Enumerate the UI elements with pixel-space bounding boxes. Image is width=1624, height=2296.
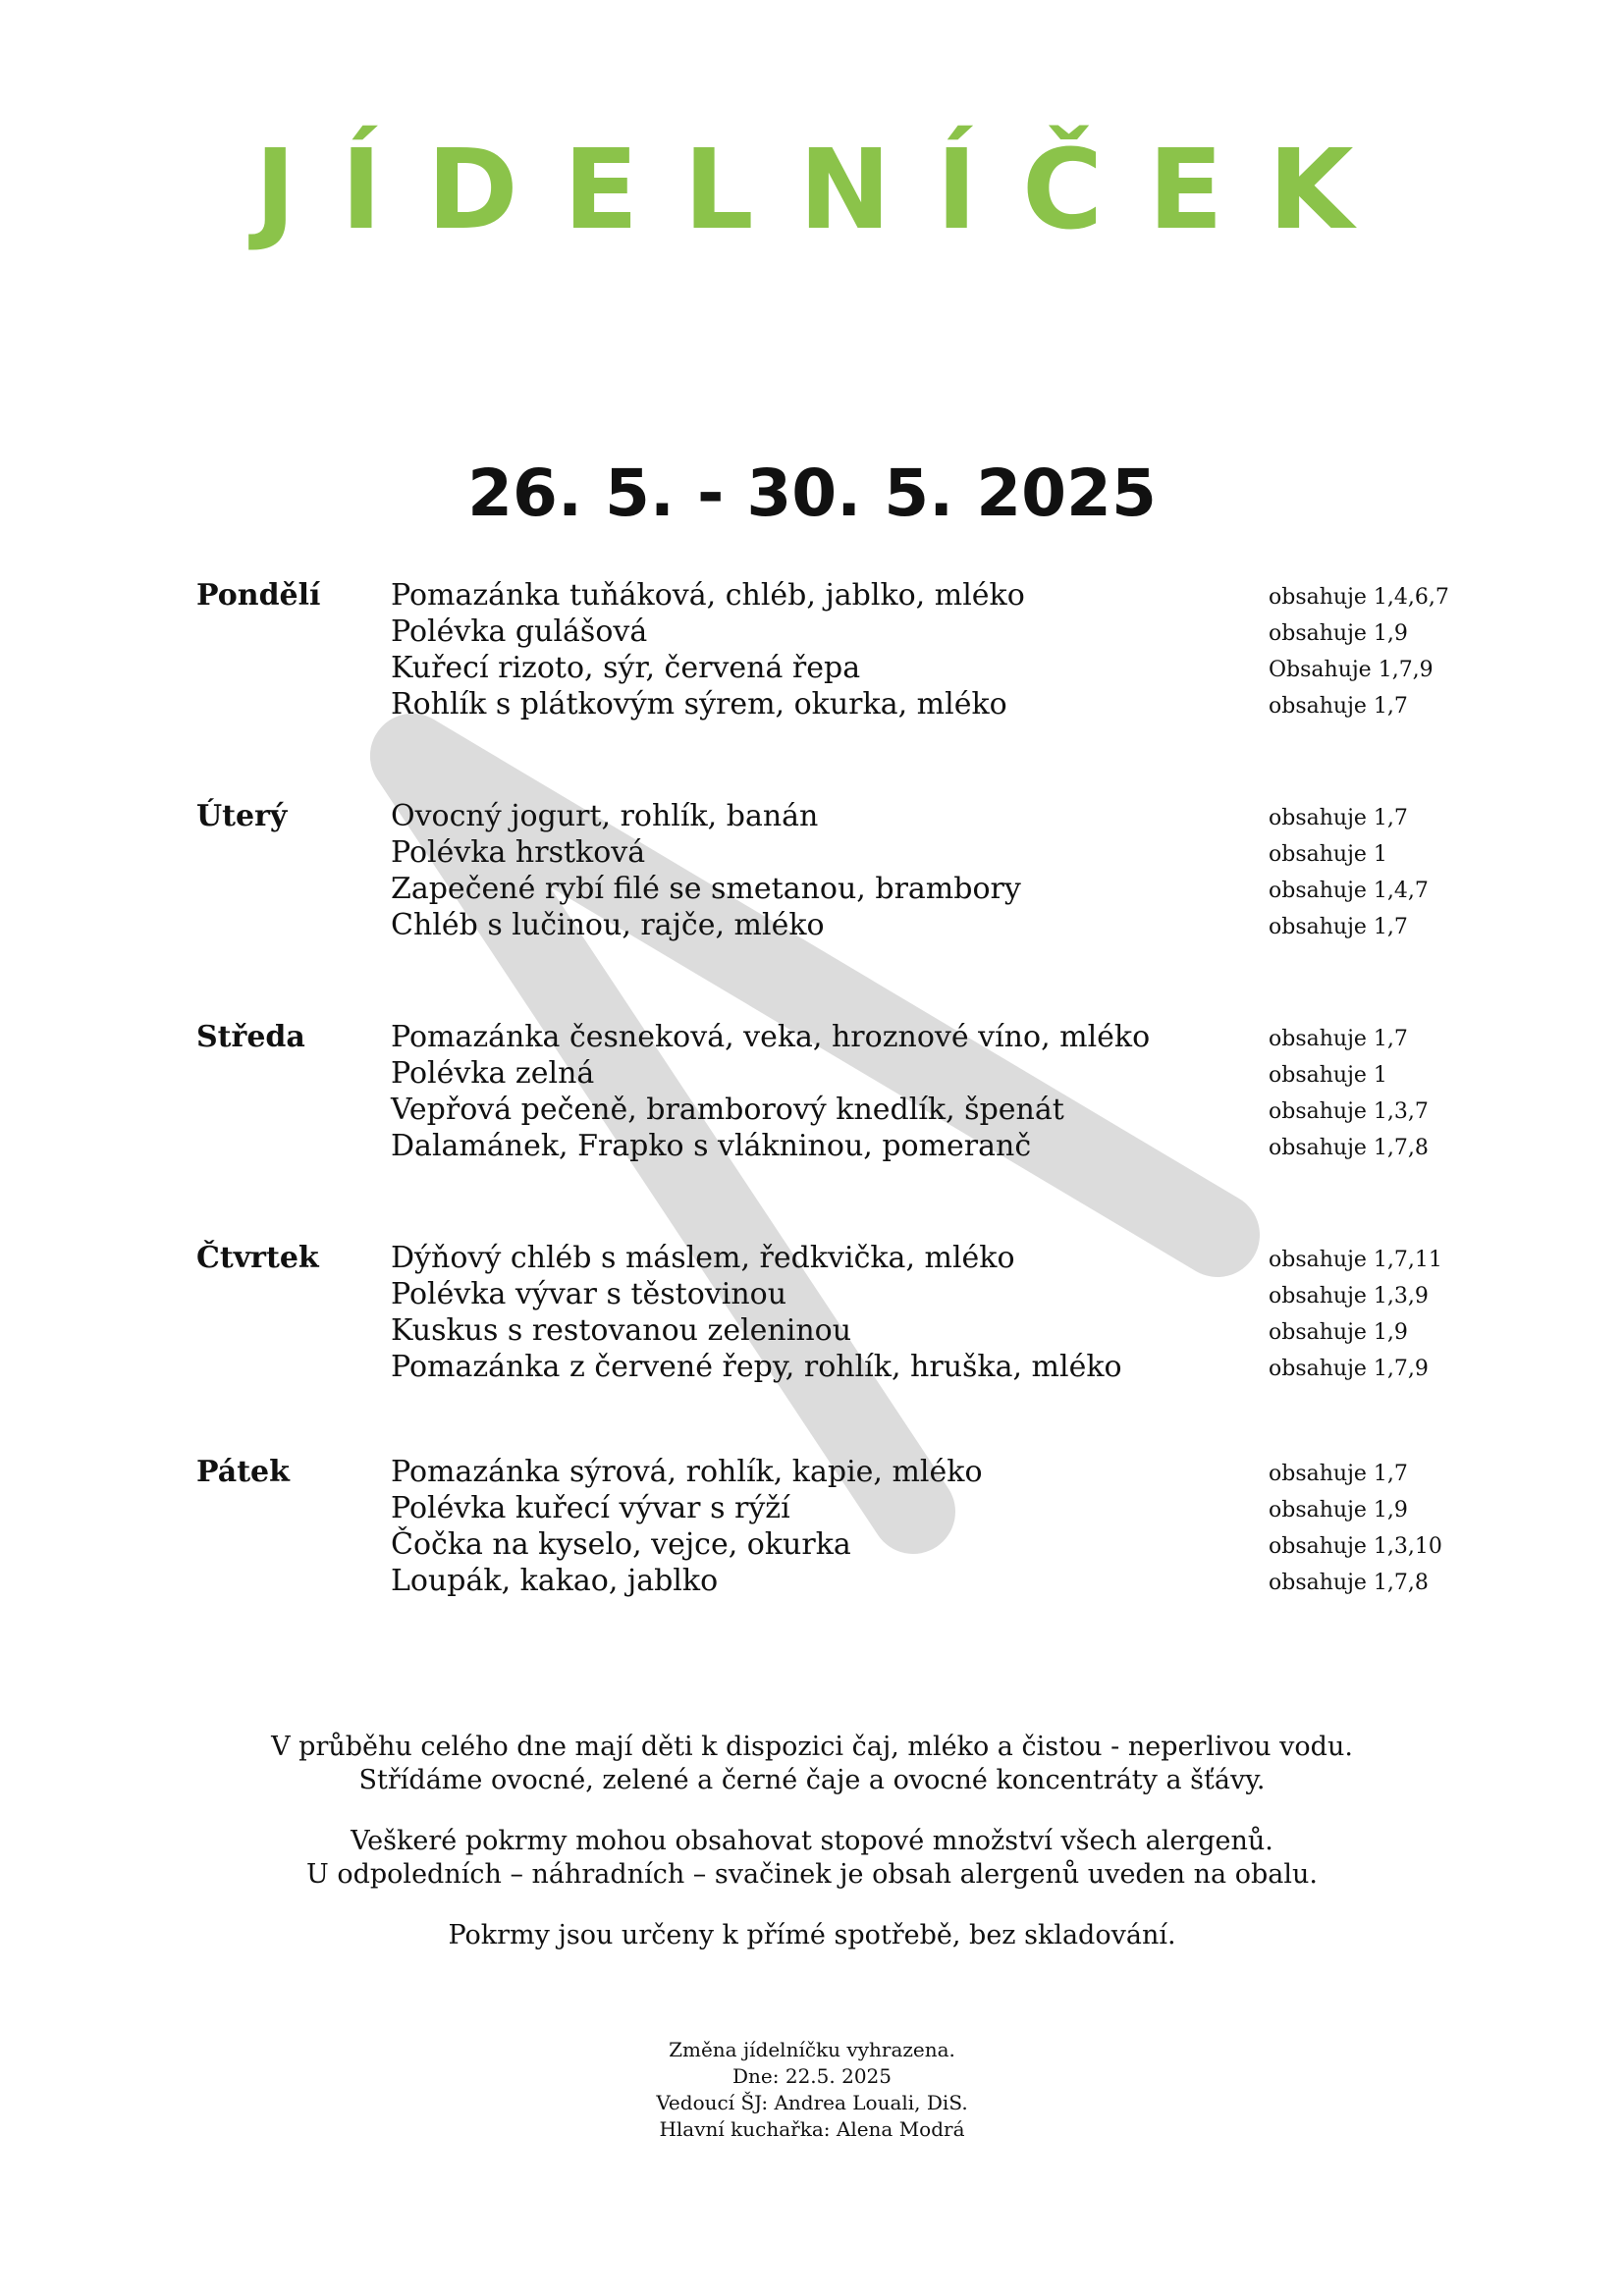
meal-row <box>0 650 1624 686</box>
meal-allergens: obsahuje 1,7 <box>1269 694 1408 719</box>
meal-name: Ovocný jogurt, rohlík, banán <box>391 799 819 833</box>
meal-allergens: obsahuje 1,7 <box>1269 1462 1408 1486</box>
consumption-note-line: Pokrmy jsou určeny k přímé spotřebě, bez skladování. <box>448 1920 1176 1950</box>
meal-row <box>0 1349 1624 1385</box>
meal-allergens: obsahuje 1,3,9 <box>1269 1284 1429 1308</box>
meal-name: Zapečené rybí filé se smetanou, brambory <box>391 872 1021 906</box>
meal-name: Dalamánek, Frapko s vlákninou, pomeranč <box>391 1129 1032 1163</box>
meal-row <box>0 686 1624 722</box>
drinks-note-line: Střídáme ovocné, zelené a černé čaje a ovocné koncentráty a šťávy. <box>358 1765 1266 1795</box>
meal-allergens: obsahuje 1,7,11 <box>1269 1248 1442 1272</box>
meal-allergens: obsahuje 1,3,7 <box>1269 1099 1429 1124</box>
meal-row <box>0 1092 1624 1128</box>
meal-row <box>0 1128 1624 1164</box>
meal-name: Polévka hrstková <box>391 835 646 870</box>
meal-row <box>0 798 1624 834</box>
day-name: Úterý <box>196 799 288 833</box>
meal-name: Dýňový chléb s máslem, ředkvička, mléko <box>391 1241 1015 1275</box>
meal-name: Polévka zelná <box>391 1056 595 1091</box>
meal-allergens: obsahuje 1,7,9 <box>1269 1357 1429 1381</box>
meal-name: Rohlík s plátkovým sýrem, okurka, mléko <box>391 687 1007 721</box>
change-note: Změna jídelníčku vyhrazena. <box>669 2038 955 2061</box>
meal-allergens: obsahuje 1 <box>1269 1063 1387 1088</box>
meal-row <box>0 614 1624 650</box>
drinks-note-line: V průběhu celého dne mají děti k dispozici čaj, mléko a čistou - neperlivou vodu. <box>271 1732 1353 1762</box>
drinks-note <box>0 1731 1624 1797</box>
meal-name: Pomazánka sýrová, rohlík, kapie, mléko <box>391 1455 983 1489</box>
meal-allergens: obsahuje 1,4,7 <box>1269 879 1429 903</box>
day-name: Pátek <box>196 1455 290 1489</box>
meal-name: Pomazánka česneková, veka, hroznové víno, mléko <box>391 1020 1151 1054</box>
meal-row <box>0 1240 1624 1276</box>
meal-name: Pomazánka z červené řepy, rohlík, hruška, mléko <box>391 1350 1122 1384</box>
meal-row <box>0 1055 1624 1092</box>
meal-allergens: obsahuje 1,7,8 <box>1269 1571 1429 1595</box>
meal-row <box>0 1526 1624 1563</box>
meal-row <box>0 907 1624 943</box>
meal-allergens: obsahuje 1 <box>1269 842 1387 867</box>
meal-name: Polévka vývar s těstovinou <box>391 1277 787 1311</box>
meal-allergens: obsahuje 1,9 <box>1269 621 1408 646</box>
meal-row <box>0 834 1624 871</box>
meal-allergens: obsahuje 1,4,6,7 <box>1269 585 1449 610</box>
meal-allergens: obsahuje 1,7 <box>1269 806 1408 830</box>
allergens-note-line: Veškeré pokrmy mohou obsahovat stopové množství všech alergenů. <box>351 1826 1273 1856</box>
page-title: JÍDELNÍČEK <box>254 127 1399 254</box>
menu-notes <box>0 1731 1624 1980</box>
allergens-note <box>0 1825 1624 1892</box>
issue-date: Dne: 22.5. 2025 <box>732 2064 892 2088</box>
meal-name: Vepřová pečeně, bramborový knedlík, špenát <box>391 1093 1064 1127</box>
meal-name: Polévka gulášová <box>391 614 648 649</box>
meal-allergens: obsahuje 1,7,8 <box>1269 1136 1429 1160</box>
allergens-note-line: U odpoledních – náhradních – svačinek je obsah alergenů uveden na obalu. <box>306 1859 1318 1890</box>
meal-name: Chléb s lučinou, rajče, mléko <box>391 908 825 942</box>
day-name: Pondělí <box>196 578 321 613</box>
meal-name: Pomazánka tuňáková, chléb, jablko, mléko <box>391 578 1025 613</box>
meal-name: Čočka na kyselo, vejce, okurka <box>391 1527 851 1562</box>
meal-name: Kuskus s restovanou zeleninou <box>391 1313 852 1348</box>
meal-row <box>0 1454 1624 1490</box>
meal-row <box>0 1276 1624 1312</box>
meal-row <box>0 1490 1624 1526</box>
meal-name: Loupák, kakao, jablko <box>391 1564 719 1598</box>
meal-name: Kuřecí rizoto, sýr, červená řepa <box>391 651 861 685</box>
consumption-note <box>0 1919 1624 1952</box>
meal-allergens: Obsahuje 1,7,9 <box>1269 658 1434 682</box>
meal-row <box>0 577 1624 614</box>
meal-allergens: obsahuje 1,7 <box>1269 915 1408 939</box>
meal-row <box>0 1019 1624 1055</box>
meal-row <box>0 871 1624 907</box>
manager-name: Vedoucí ŠJ: Andrea Louali, DiS. <box>656 2091 968 2114</box>
meal-allergens: obsahuje 1,9 <box>1269 1498 1408 1522</box>
meal-row <box>0 1563 1624 1599</box>
page-footer <box>0 2037 1624 2143</box>
day-name: Čtvrtek <box>196 1241 319 1275</box>
day-name: Středa <box>196 1020 305 1054</box>
head-cook-name: Hlavní kuchařka: Alena Modrá <box>659 2117 965 2141</box>
meal-allergens: obsahuje 1,7 <box>1269 1027 1408 1051</box>
date-range: 26. 5. - 30. 5. 2025 <box>467 455 1157 531</box>
meal-allergens: obsahuje 1,3,10 <box>1269 1534 1442 1559</box>
meal-row <box>0 1312 1624 1349</box>
meal-allergens: obsahuje 1,9 <box>1269 1320 1408 1345</box>
meal-name: Polévka kuřecí vývar s rýží <box>391 1491 790 1525</box>
